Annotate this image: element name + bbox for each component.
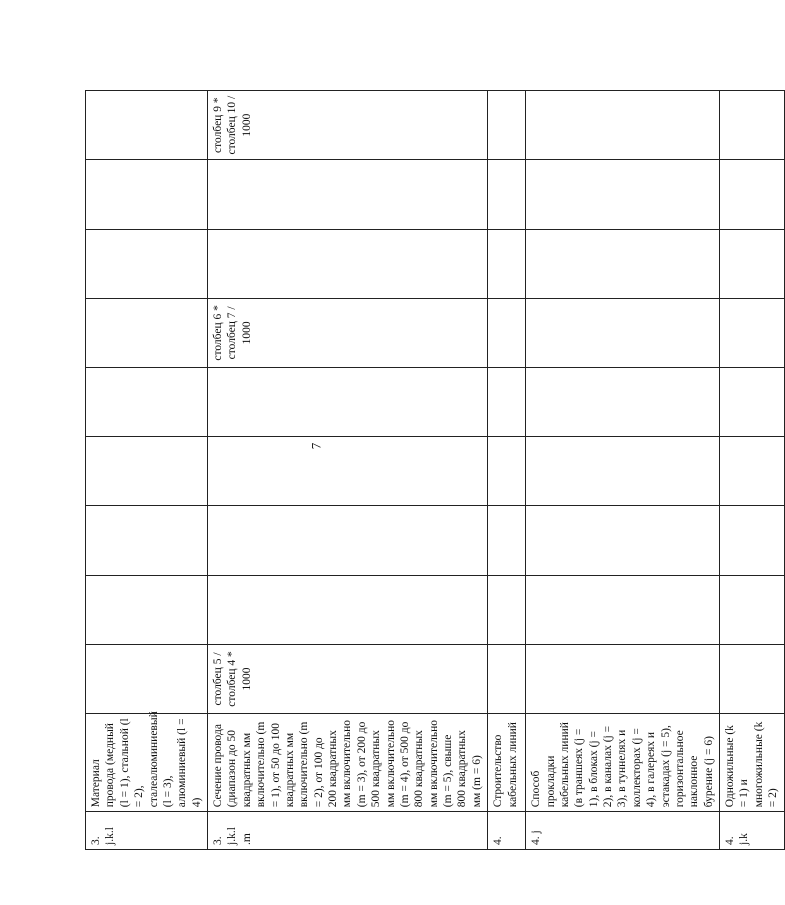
table-cell: [488, 437, 526, 506]
table-cell: [720, 506, 785, 575]
table-cell: [526, 229, 720, 298]
table-cell: [208, 229, 488, 298]
table-row: [488, 91, 526, 850]
row-number: 4. j: [526, 812, 720, 850]
table-cell: [208, 437, 488, 506]
table-cell: [488, 229, 526, 298]
row-description: Материал провода (медный (l = 1), стальной (l = 2), сталеалюминиевый (l = 3), алюминиевый (l = 4): [86, 714, 208, 812]
table-cell: [526, 298, 720, 367]
table-cell: [720, 91, 785, 160]
table-cell: [720, 367, 785, 436]
table-cell: [488, 91, 526, 160]
table-row: [720, 91, 785, 850]
table-cell: [526, 644, 720, 713]
row-number: 4.: [488, 812, 526, 850]
table-cell: [488, 575, 526, 644]
page-number: 7: [308, 442, 324, 450]
table-cell: столбец 9 * столбец 10 / 1000: [208, 91, 488, 160]
table-cell: [488, 298, 526, 367]
row-description: Строительство кабельных линий: [488, 714, 526, 812]
row-description: Способ прокладки кабельных линий (в траншеях (j = 1), в блоках (j = 2), в каналах (j = 3), в туннелях и коллекторах (j = 4), в галереях и эстакадах (j = 5), горизонтальное наклонное бурение (j = 6): [526, 714, 720, 812]
table-cell: [208, 367, 488, 436]
table-cell: [526, 506, 720, 575]
row-description: Одножильные (k = 1) и многожильные (k = 2): [720, 714, 785, 812]
table-cell: [208, 506, 488, 575]
table-cell: [86, 644, 208, 713]
row-number: 3. j.k.l .m: [208, 812, 488, 850]
table-row: [86, 91, 208, 850]
table-cell: [86, 160, 208, 229]
table-cell: [86, 298, 208, 367]
table-cell: [86, 575, 208, 644]
table-row: [526, 91, 720, 850]
table-cell: [720, 437, 785, 506]
table-cell: [488, 506, 526, 575]
table-cell: [86, 506, 208, 575]
table-row: [208, 91, 488, 850]
table-cell: [526, 160, 720, 229]
data-table: [85, 90, 785, 850]
table-cell: [720, 644, 785, 713]
table-cell: [720, 298, 785, 367]
table-cell: [526, 575, 720, 644]
table-cell: [720, 229, 785, 298]
table-cell: [526, 437, 720, 506]
table-cell: [488, 160, 526, 229]
row-number: 4. j.k: [720, 812, 785, 850]
rotated-table-wrapper: [85, 30, 780, 850]
table-cell: [86, 367, 208, 436]
table-cell: [720, 160, 785, 229]
table-cell: столбец 5 / столбец 4 * 1000: [208, 644, 488, 713]
table-cell: [86, 229, 208, 298]
table-cell: [526, 91, 720, 160]
table-cell: столбец 6 * столбец 7 / 1000: [208, 298, 488, 367]
table-cell: [720, 575, 785, 644]
table-cell: [208, 160, 488, 229]
table-cell: [526, 367, 720, 436]
table-cell: [488, 644, 526, 713]
table-cell: [488, 367, 526, 436]
row-description: Сечение провода (диапазон до 50 квадратных мм включительно (m = 1), от 50 до 100 квадратных мм включительно (m = 2), от 100 до 200 квадратных мм включительно (m = 3), от 200 до 500 квадратных мм включительно (m = 4), от 500 до 800 квадратных мм включительно (m = 5), свыше 800 квадратных мм (m = 6): [208, 714, 488, 812]
row-number: 3. j.k.l: [86, 812, 208, 850]
table-cell: [86, 91, 208, 160]
table-cell: [208, 575, 488, 644]
table-cell: [86, 437, 208, 506]
